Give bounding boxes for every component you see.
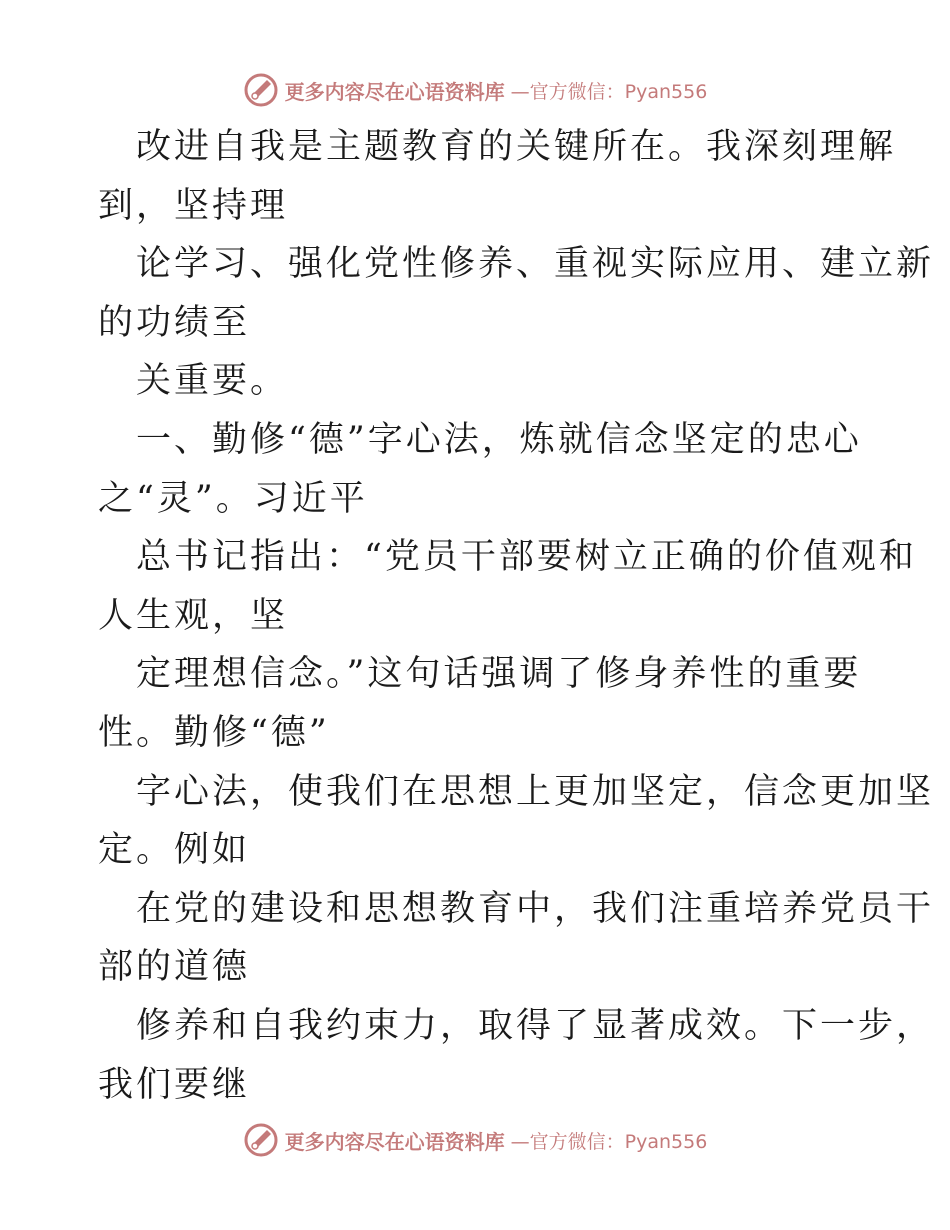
body-line: 的功绩至 [98,302,251,343]
body-line: 总书记指出：“党员干部要树立正确的价值观和 [136,537,917,578]
brand-logo-icon [243,72,279,108]
footer-brand-text: 更多内容尽在心语资料库 [284,1129,505,1154]
header-brand-text: 更多内容尽在心语资料库 [284,79,505,104]
body-line: 部的道德 [98,947,251,988]
body-line: 之“灵”。习近平 [98,478,368,519]
body-line: 在党的建设和思想教育中，我们注重培养党员干 [136,888,935,929]
body-line: 改进自我是主题教育的关键所在。我深刻理解 [136,127,897,167]
body-line: 我们要继 [98,1064,251,1105]
body-line: 人生观，坚 [98,595,289,636]
header-wechat-text: —官方微信：Pyan556 [510,80,708,103]
document-body [98,118,935,1114]
brand-logo-icon [243,1122,279,1158]
body-line: 性。勤修“德” [98,712,330,753]
body-line: 定。例如 [98,830,251,871]
header-watermark [0,68,950,112]
body-line: 论学习、强化党性修养、重视实际应用、建立新 [136,244,935,285]
body-line: 修养和自我约束力，取得了显著成效。下一步， [136,1005,935,1046]
body-line: 一、勤修“德”字心法，炼就信念坚定的忠心 [136,419,862,460]
body-line: 到，坚持理 [98,185,289,226]
footer-wechat-text: —官方微信：Pyan556 [510,1130,708,1153]
footer-watermark [0,1118,950,1162]
body-line: 关重要。 [136,361,289,402]
body-line: 定理想信念。”这句话强调了修身养性的重要 [136,654,862,695]
body-line: 字心法，使我们在思想上更加坚定，信念更加坚 [136,771,935,812]
